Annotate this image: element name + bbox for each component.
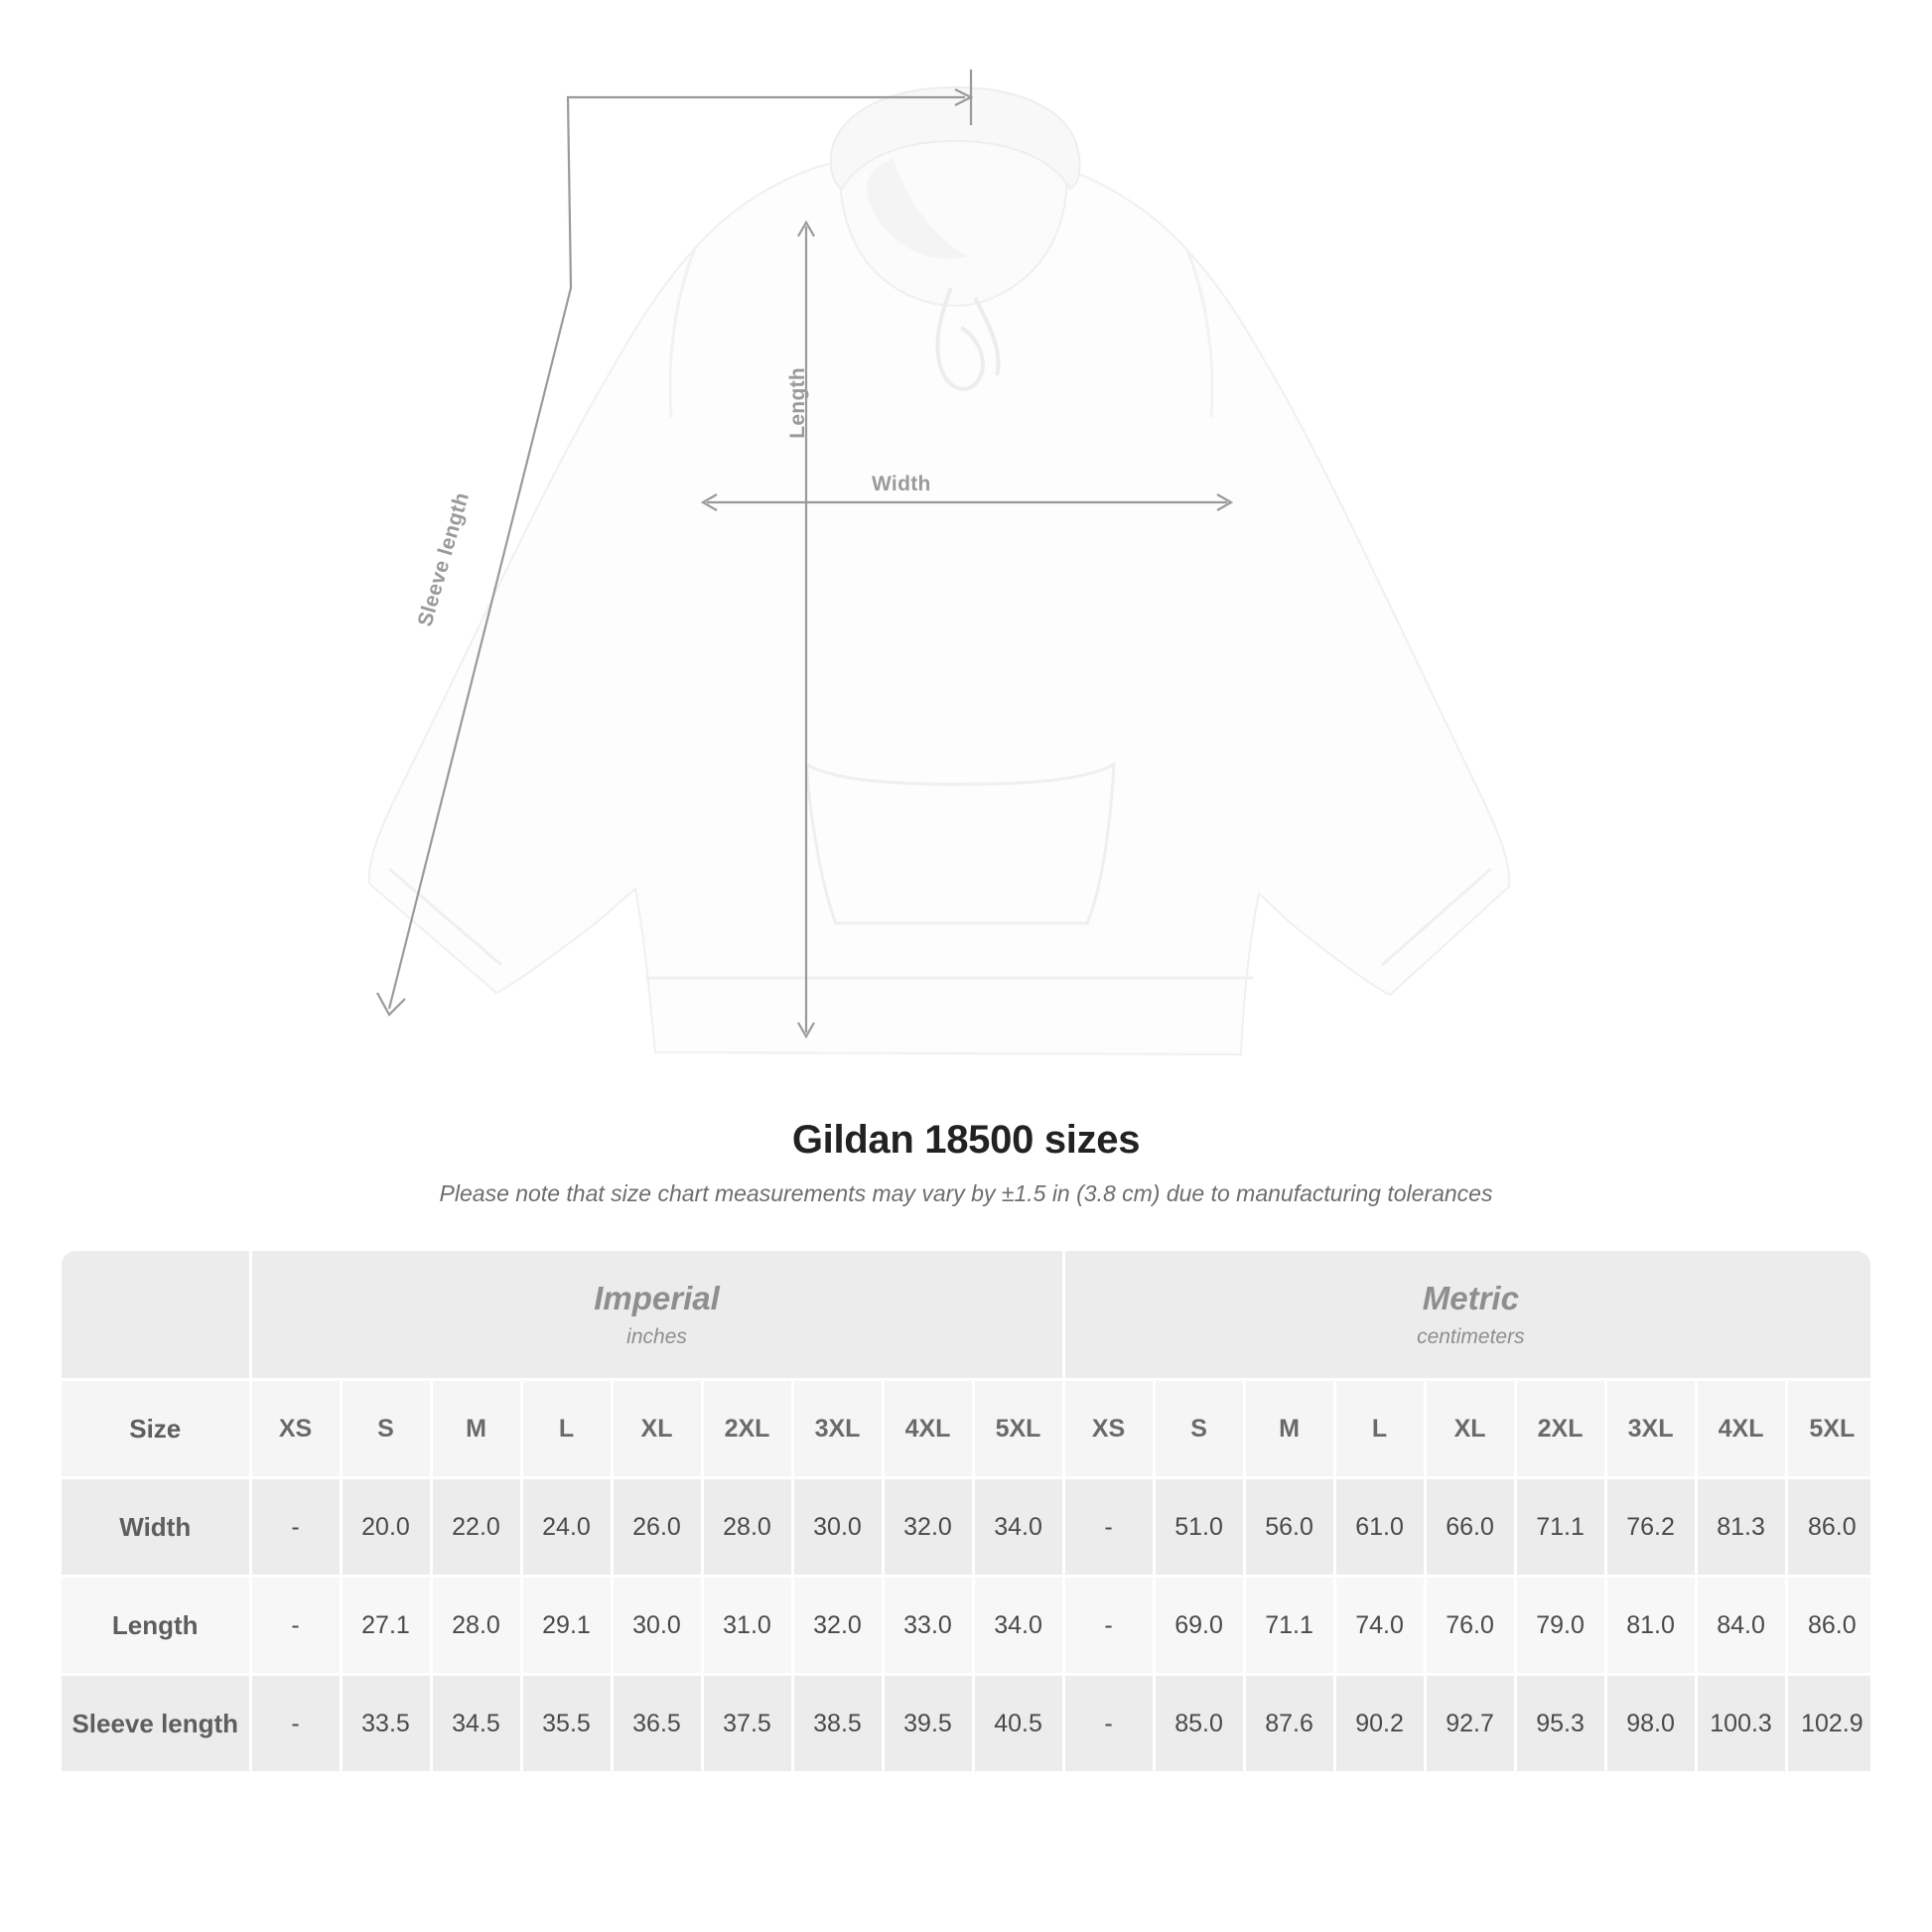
- sleeve-imperial-xs: -: [250, 1675, 341, 1772]
- width-metric-s: 51.0: [1154, 1478, 1244, 1577]
- length-metric-2xl: 79.0: [1515, 1577, 1605, 1675]
- page-title: Gildan 18500 sizes: [791, 1118, 1141, 1162]
- width-imperial-xl: 26.0: [612, 1478, 702, 1577]
- size-header-row: [62, 1380, 1870, 1478]
- sleeve-metric-m: 87.6: [1244, 1675, 1334, 1772]
- size-header-imperial-2xl: 2XL: [702, 1380, 792, 1478]
- length-imperial-4xl: 33.0: [883, 1577, 973, 1675]
- sleeve-metric-5xl: 102.9: [1786, 1675, 1870, 1772]
- sleeve-metric-xl: 92.7: [1425, 1675, 1515, 1772]
- row-label-sleeve-length: Sleeve length: [62, 1675, 250, 1772]
- unit-header-imperial: [250, 1251, 1063, 1380]
- size-header-imperial-4xl: 4XL: [883, 1380, 973, 1478]
- length-imperial-m: 28.0: [431, 1577, 521, 1675]
- length-label: Length: [786, 367, 809, 439]
- size-header-imperial-3xl: 3XL: [792, 1380, 883, 1478]
- unit-header-metric: [1063, 1251, 1870, 1380]
- size-header-metric-s: S: [1154, 1380, 1244, 1478]
- length-metric-m: 71.1: [1244, 1577, 1334, 1675]
- width-imperial-s: 20.0: [341, 1478, 431, 1577]
- width-imperial-4xl: 32.0: [883, 1478, 973, 1577]
- size-header-imperial-5xl: 5XL: [973, 1380, 1063, 1478]
- row-label-length: Length: [62, 1577, 250, 1675]
- title-block: [0, 1118, 1932, 1207]
- sleeve-metric-xs: -: [1063, 1675, 1154, 1772]
- width-metric-m: 56.0: [1244, 1478, 1334, 1577]
- sleeve-imperial-2xl: 37.5: [702, 1675, 792, 1772]
- sleeve-imperial-3xl: 38.5: [792, 1675, 883, 1772]
- width-imperial-3xl: 30.0: [792, 1478, 883, 1577]
- sleeve-metric-3xl: 98.0: [1605, 1675, 1696, 1772]
- length-metric-xl: 76.0: [1425, 1577, 1515, 1675]
- sleeve-imperial-s: 33.5: [341, 1675, 431, 1772]
- length-metric-l: 74.0: [1334, 1577, 1425, 1675]
- length-imperial-5xl: 34.0: [973, 1577, 1063, 1675]
- unit-sub-metric: centimeters: [1417, 1325, 1525, 1348]
- size-header-metric-l: L: [1334, 1380, 1425, 1478]
- row-label-width: Width: [62, 1478, 250, 1577]
- length-imperial-3xl: 32.0: [792, 1577, 883, 1675]
- size-header-imperial-xs: XS: [250, 1380, 341, 1478]
- size-header-metric-m: M: [1244, 1380, 1334, 1478]
- width-label: Width: [872, 473, 931, 495]
- length-metric-5xl: 86.0: [1786, 1577, 1870, 1675]
- size-header-imperial-l: L: [521, 1380, 612, 1478]
- length-imperial-xl: 30.0: [612, 1577, 702, 1675]
- size-header-metric-3xl: 3XL: [1605, 1380, 1696, 1478]
- unit-sub-imperial: inches: [626, 1325, 687, 1348]
- size-header-metric-4xl: 4XL: [1696, 1380, 1786, 1478]
- size-header-imperial-xl: XL: [612, 1380, 702, 1478]
- width-metric-2xl: 71.1: [1515, 1478, 1605, 1577]
- width-metric-3xl: 76.2: [1605, 1478, 1696, 1577]
- size-header-metric-2xl: 2XL: [1515, 1380, 1605, 1478]
- width-imperial-m: 22.0: [431, 1478, 521, 1577]
- sleeve-imperial-5xl: 40.5: [973, 1675, 1063, 1772]
- size-header-metric-xl: XL: [1425, 1380, 1515, 1478]
- size-header-metric-5xl: 5XL: [1786, 1380, 1870, 1478]
- sleeve-imperial-xl: 36.5: [612, 1675, 702, 1772]
- length-metric-3xl: 81.0: [1605, 1577, 1696, 1675]
- sleeve-imperial-4xl: 39.5: [883, 1675, 973, 1772]
- table-row-sleeve-length: [62, 1675, 1870, 1772]
- length-imperial-s: 27.1: [341, 1577, 431, 1675]
- size-table-wrapper: [62, 1251, 1870, 1771]
- unit-name-imperial: Imperial: [594, 1280, 720, 1316]
- tolerance-note: Please note that size chart measurements may vary by ±1.5 in (3.8 cm) due to manufacturing tolerances: [439, 1180, 1493, 1206]
- size-corner-label: Size: [62, 1380, 250, 1478]
- size-header-metric-xs: XS: [1063, 1380, 1154, 1478]
- width-metric-xs: -: [1063, 1478, 1154, 1577]
- width-metric-xl: 66.0: [1425, 1478, 1515, 1577]
- length-metric-s: 69.0: [1154, 1577, 1244, 1675]
- unit-name-metric: Metric: [1422, 1280, 1519, 1316]
- width-imperial-5xl: 34.0: [973, 1478, 1063, 1577]
- table-row-width: [62, 1478, 1870, 1577]
- length-imperial-l: 29.1: [521, 1577, 612, 1675]
- sleeve-imperial-l: 35.5: [521, 1675, 612, 1772]
- width-metric-4xl: 81.3: [1696, 1478, 1786, 1577]
- length-metric-4xl: 84.0: [1696, 1577, 1786, 1675]
- width-imperial-l: 24.0: [521, 1478, 612, 1577]
- length-metric-xs: -: [1063, 1577, 1154, 1675]
- sleeve-metric-2xl: 95.3: [1515, 1675, 1605, 1772]
- sleeve-imperial-m: 34.5: [431, 1675, 521, 1772]
- width-imperial-2xl: 28.0: [702, 1478, 792, 1577]
- length-imperial-2xl: 31.0: [702, 1577, 792, 1675]
- width-metric-5xl: 86.0: [1786, 1478, 1870, 1577]
- width-metric-l: 61.0: [1334, 1478, 1425, 1577]
- hoodie-shape: [369, 87, 1510, 1054]
- unit-header-spacer: [62, 1251, 250, 1380]
- width-imperial-xs: -: [250, 1478, 341, 1577]
- table-row-length: [62, 1577, 1870, 1675]
- length-imperial-xs: -: [250, 1577, 341, 1675]
- sleeve-metric-l: 90.2: [1334, 1675, 1425, 1772]
- size-header-imperial-m: M: [431, 1380, 521, 1478]
- sleeve-length-label: Sleeve length: [413, 489, 475, 629]
- sleeve-metric-4xl: 100.3: [1696, 1675, 1786, 1772]
- sleeve-metric-s: 85.0: [1154, 1675, 1244, 1772]
- unit-header-row: [62, 1251, 1870, 1380]
- size-header-imperial-s: S: [341, 1380, 431, 1478]
- size-table: [62, 1251, 1870, 1771]
